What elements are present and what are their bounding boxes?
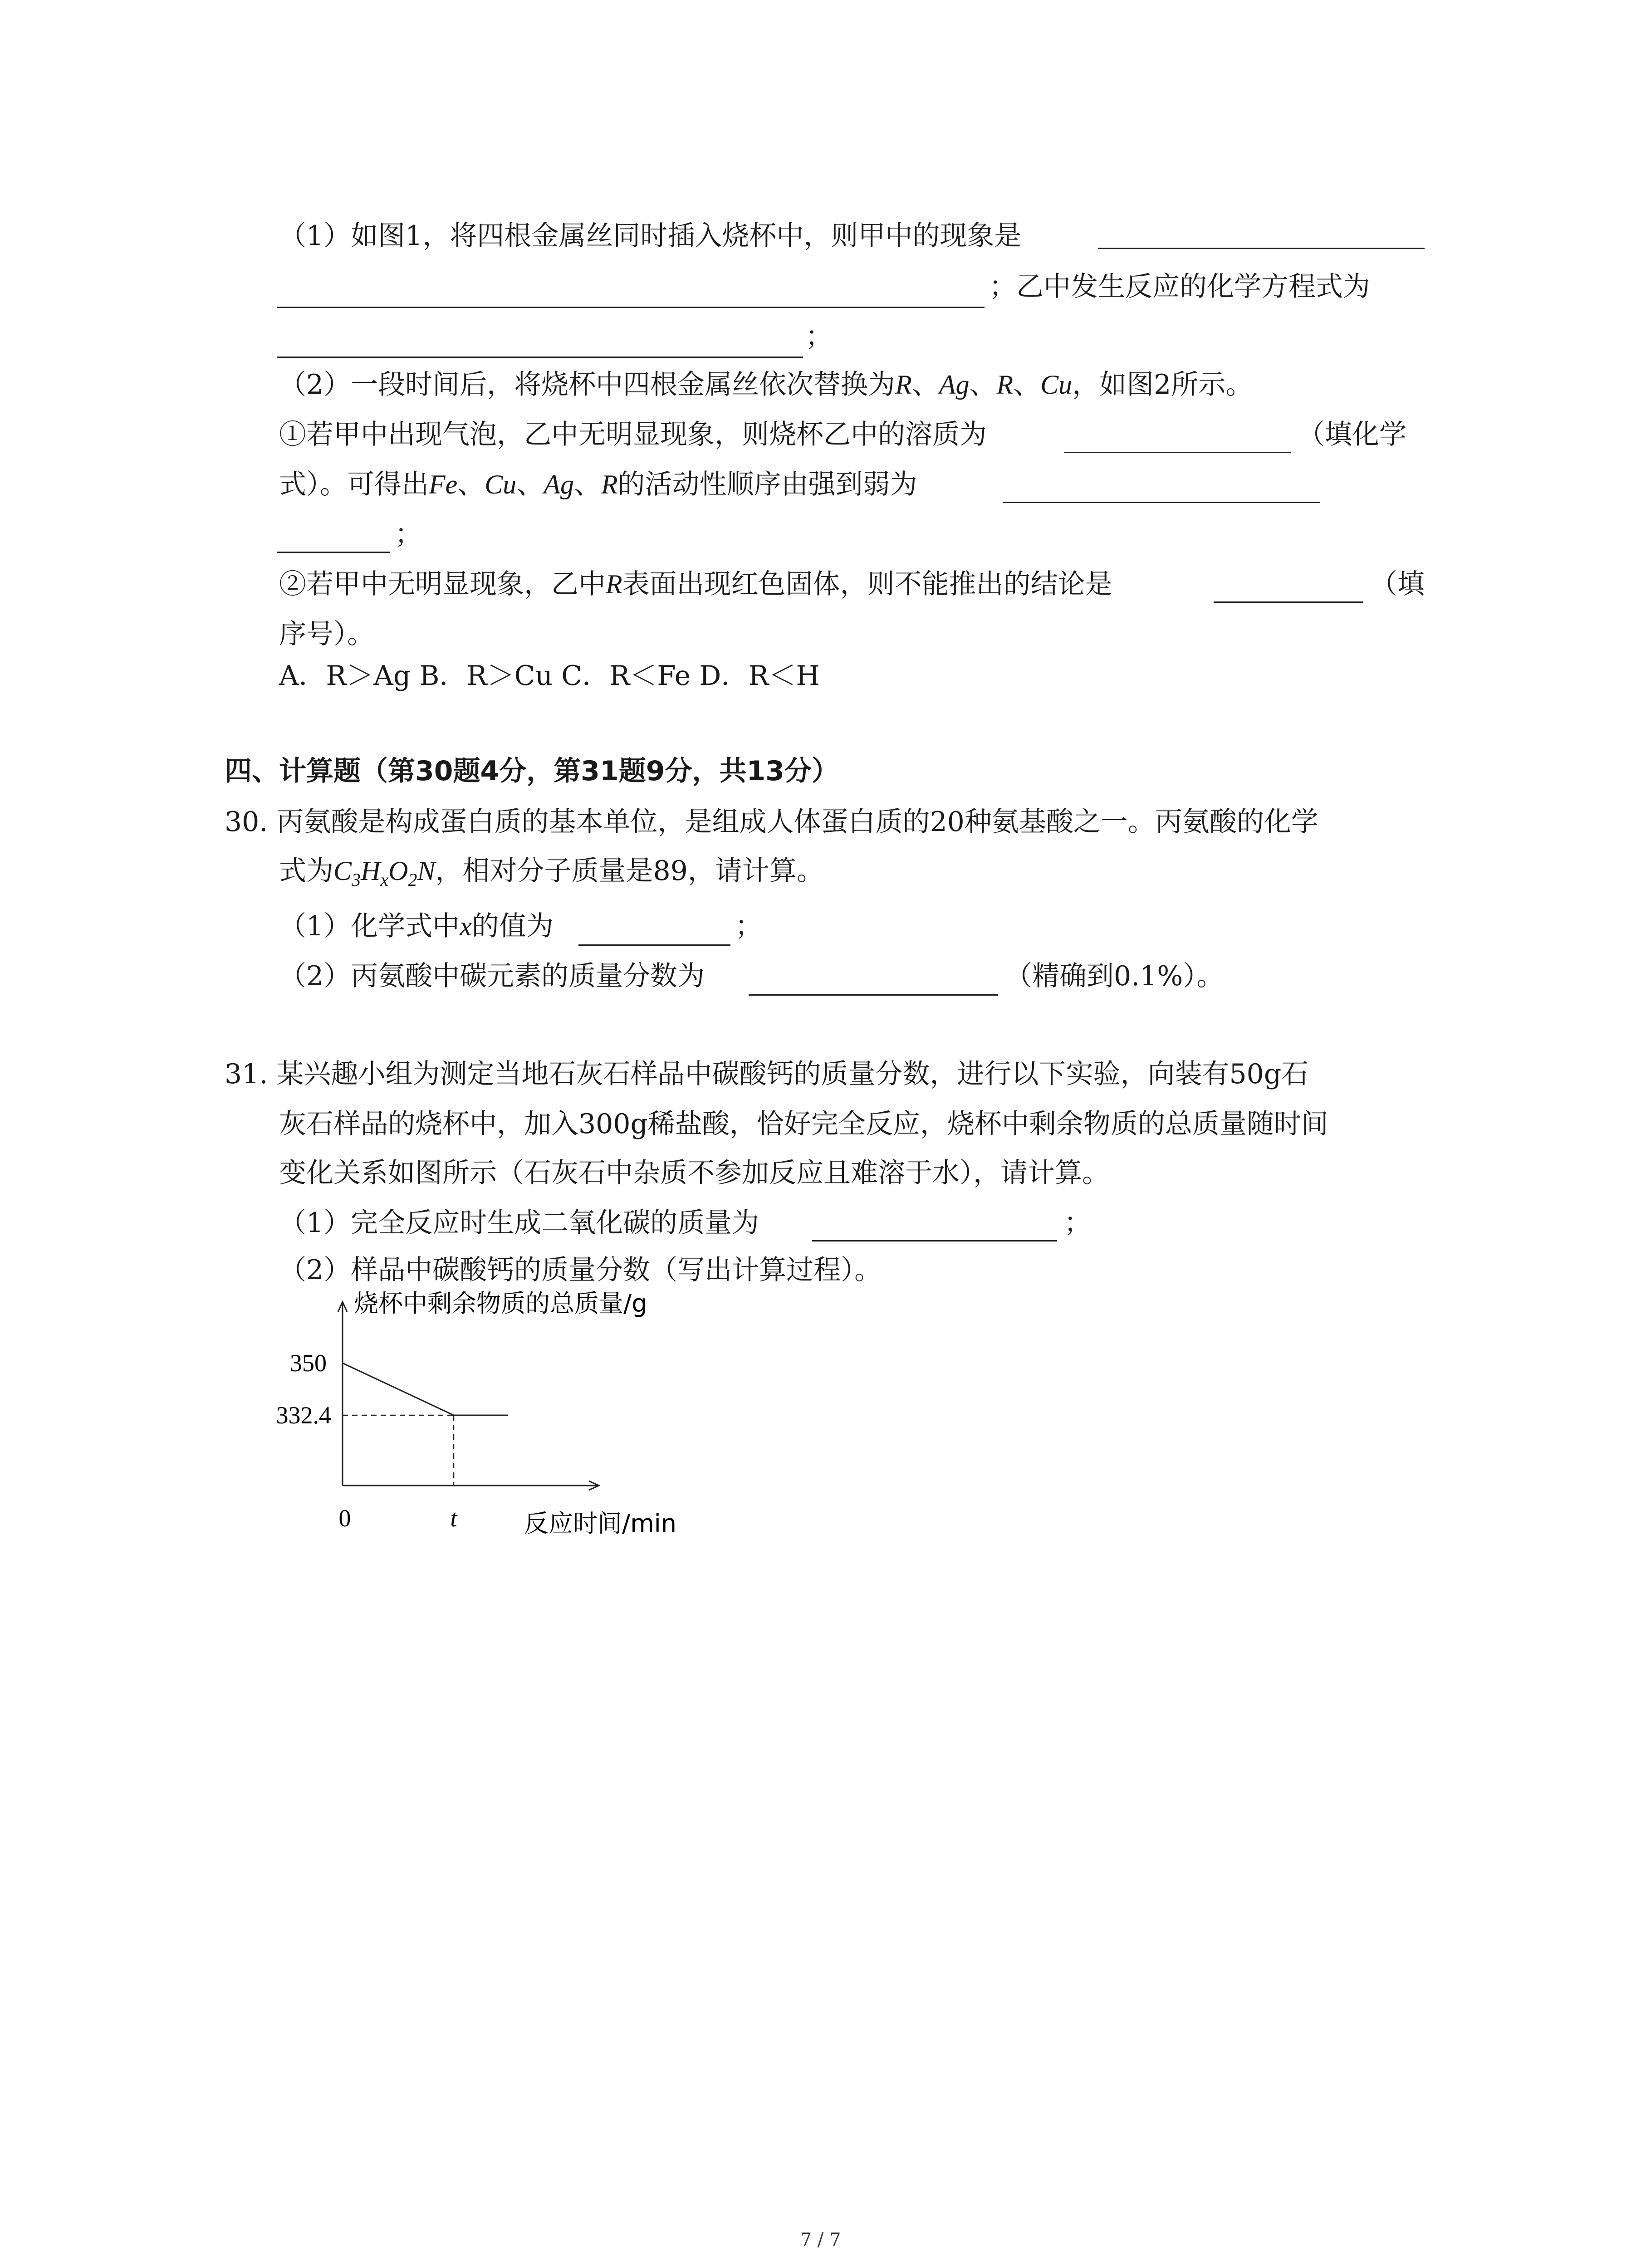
q29-part1-text (279, 220, 1022, 252)
mass-time-chart (254, 1284, 708, 1538)
q30-stem-line1: 30. 丙氨酸是构成蛋白质的基本单位，是组成人体蛋白质的20种氨基酸之一。丙氨酸的化学 (225, 806, 1318, 838)
section-4-title: 四、计算题（第30题4分，第31题9分，共13分） (225, 755, 839, 787)
answer-blank-4[interactable] (578, 944, 730, 946)
q29-options: A．R＞Ag B．R＞Cu C．R＜Fe D．R＜H (279, 660, 820, 692)
q29-sub1-text: ①若甲中出现气泡，乙中无明显现象，则烧杯乙中的溶质为 (279, 419, 987, 450)
y-tick-350: 350 (290, 1349, 327, 1377)
q29-part1-end: ； (805, 321, 833, 352)
q30-sub1: （1）化学式中x的值为 (279, 910, 554, 942)
q29-sub1-text-b: （填化学 (1298, 419, 1406, 450)
answer-blank-3[interactable] (1214, 601, 1363, 603)
q29-part1-text-b: ；乙中发生反应的化学方程式为 (989, 271, 1370, 303)
x-tick-0: 0 (338, 1505, 351, 1532)
q29-part2-text: （2）一段时间后，将烧杯中四根金属丝依次替换为R、Ag、R、Cu，如图2所示。 (279, 369, 1253, 401)
answer-blank-1a[interactable] (1098, 248, 1425, 249)
q29-sub1-end: ； (395, 518, 422, 550)
q31-sub1: （1）完全反应时生成二氧化碳的质量为 (279, 1207, 759, 1239)
x-axis-label: 反应时间/min (524, 1509, 677, 1538)
q30-sub2-end: （精确到0.1%）。 (1005, 960, 1224, 992)
y-tick-332-4: 332.4 (276, 1402, 331, 1429)
answer-blank-1c[interactable] (277, 357, 803, 358)
answer-blank-2a[interactable] (1064, 452, 1291, 453)
answer-blank-1b[interactable] (277, 307, 985, 308)
q30-sub2: （2）丙氨酸中碳元素的质量分数为 (279, 960, 705, 992)
answer-blank-2c[interactable] (277, 552, 390, 553)
q31-stem-line1: 31. 某兴趣小组为测定当地石灰石样品中碳酸钙的质量分数，进行以下实验，向装有50g石 (225, 1058, 1309, 1090)
q30-stem-line2: 式为$C_3H_xO_2N$，相对分子质量是89，请计算。 (279, 855, 824, 890)
q31-stem-line2: 灰石样品的烧杯中，加入300g稀盐酸，恰好完全反应，烧杯中剩余物质的总质量随时间 (279, 1108, 1328, 1140)
q31-sub2: （2）样品中碳酸钙的质量分数（写出计算过程）。 (279, 1254, 882, 1286)
q29-sub2-text-c: （填 (1370, 568, 1425, 600)
page-number: 7 / 7 (800, 2229, 841, 2250)
q29-sub2-text-d: 序号）。 (279, 618, 374, 650)
q30-sub1-end: ； (735, 910, 762, 942)
series-mass-line (343, 1363, 508, 1415)
x-tick-t: t (450, 1505, 457, 1532)
q29-p1-prompt: （1）如图1，将四根金属丝同时插入烧杯中，则甲中的现象是 (279, 220, 1022, 252)
alanine-formula: $C_3H_xO_2N$ (333, 856, 436, 890)
q31-sub1-end: ； (1064, 1207, 1091, 1239)
answer-blank-5[interactable] (749, 994, 998, 996)
q29-sub2-text: ②若甲中无明显现象，乙中R表面出现红色固体，则不能推出的结论是 (279, 568, 1112, 600)
answer-blank-2b[interactable] (1003, 502, 1320, 503)
y-axis-label: 烧杯中剩余物质的总质量/g (354, 1289, 647, 1318)
answer-blank-6[interactable] (812, 1240, 1057, 1242)
q31-stem-line3: 变化关系如图所示（石灰石中杂质不参加反应且难溶于水），请计算。 (279, 1157, 1109, 1189)
q29-sub1-text-c: 式）。可得出Fe、Cu、Ag、R的活动性顺序由强到弱为 (279, 469, 917, 500)
